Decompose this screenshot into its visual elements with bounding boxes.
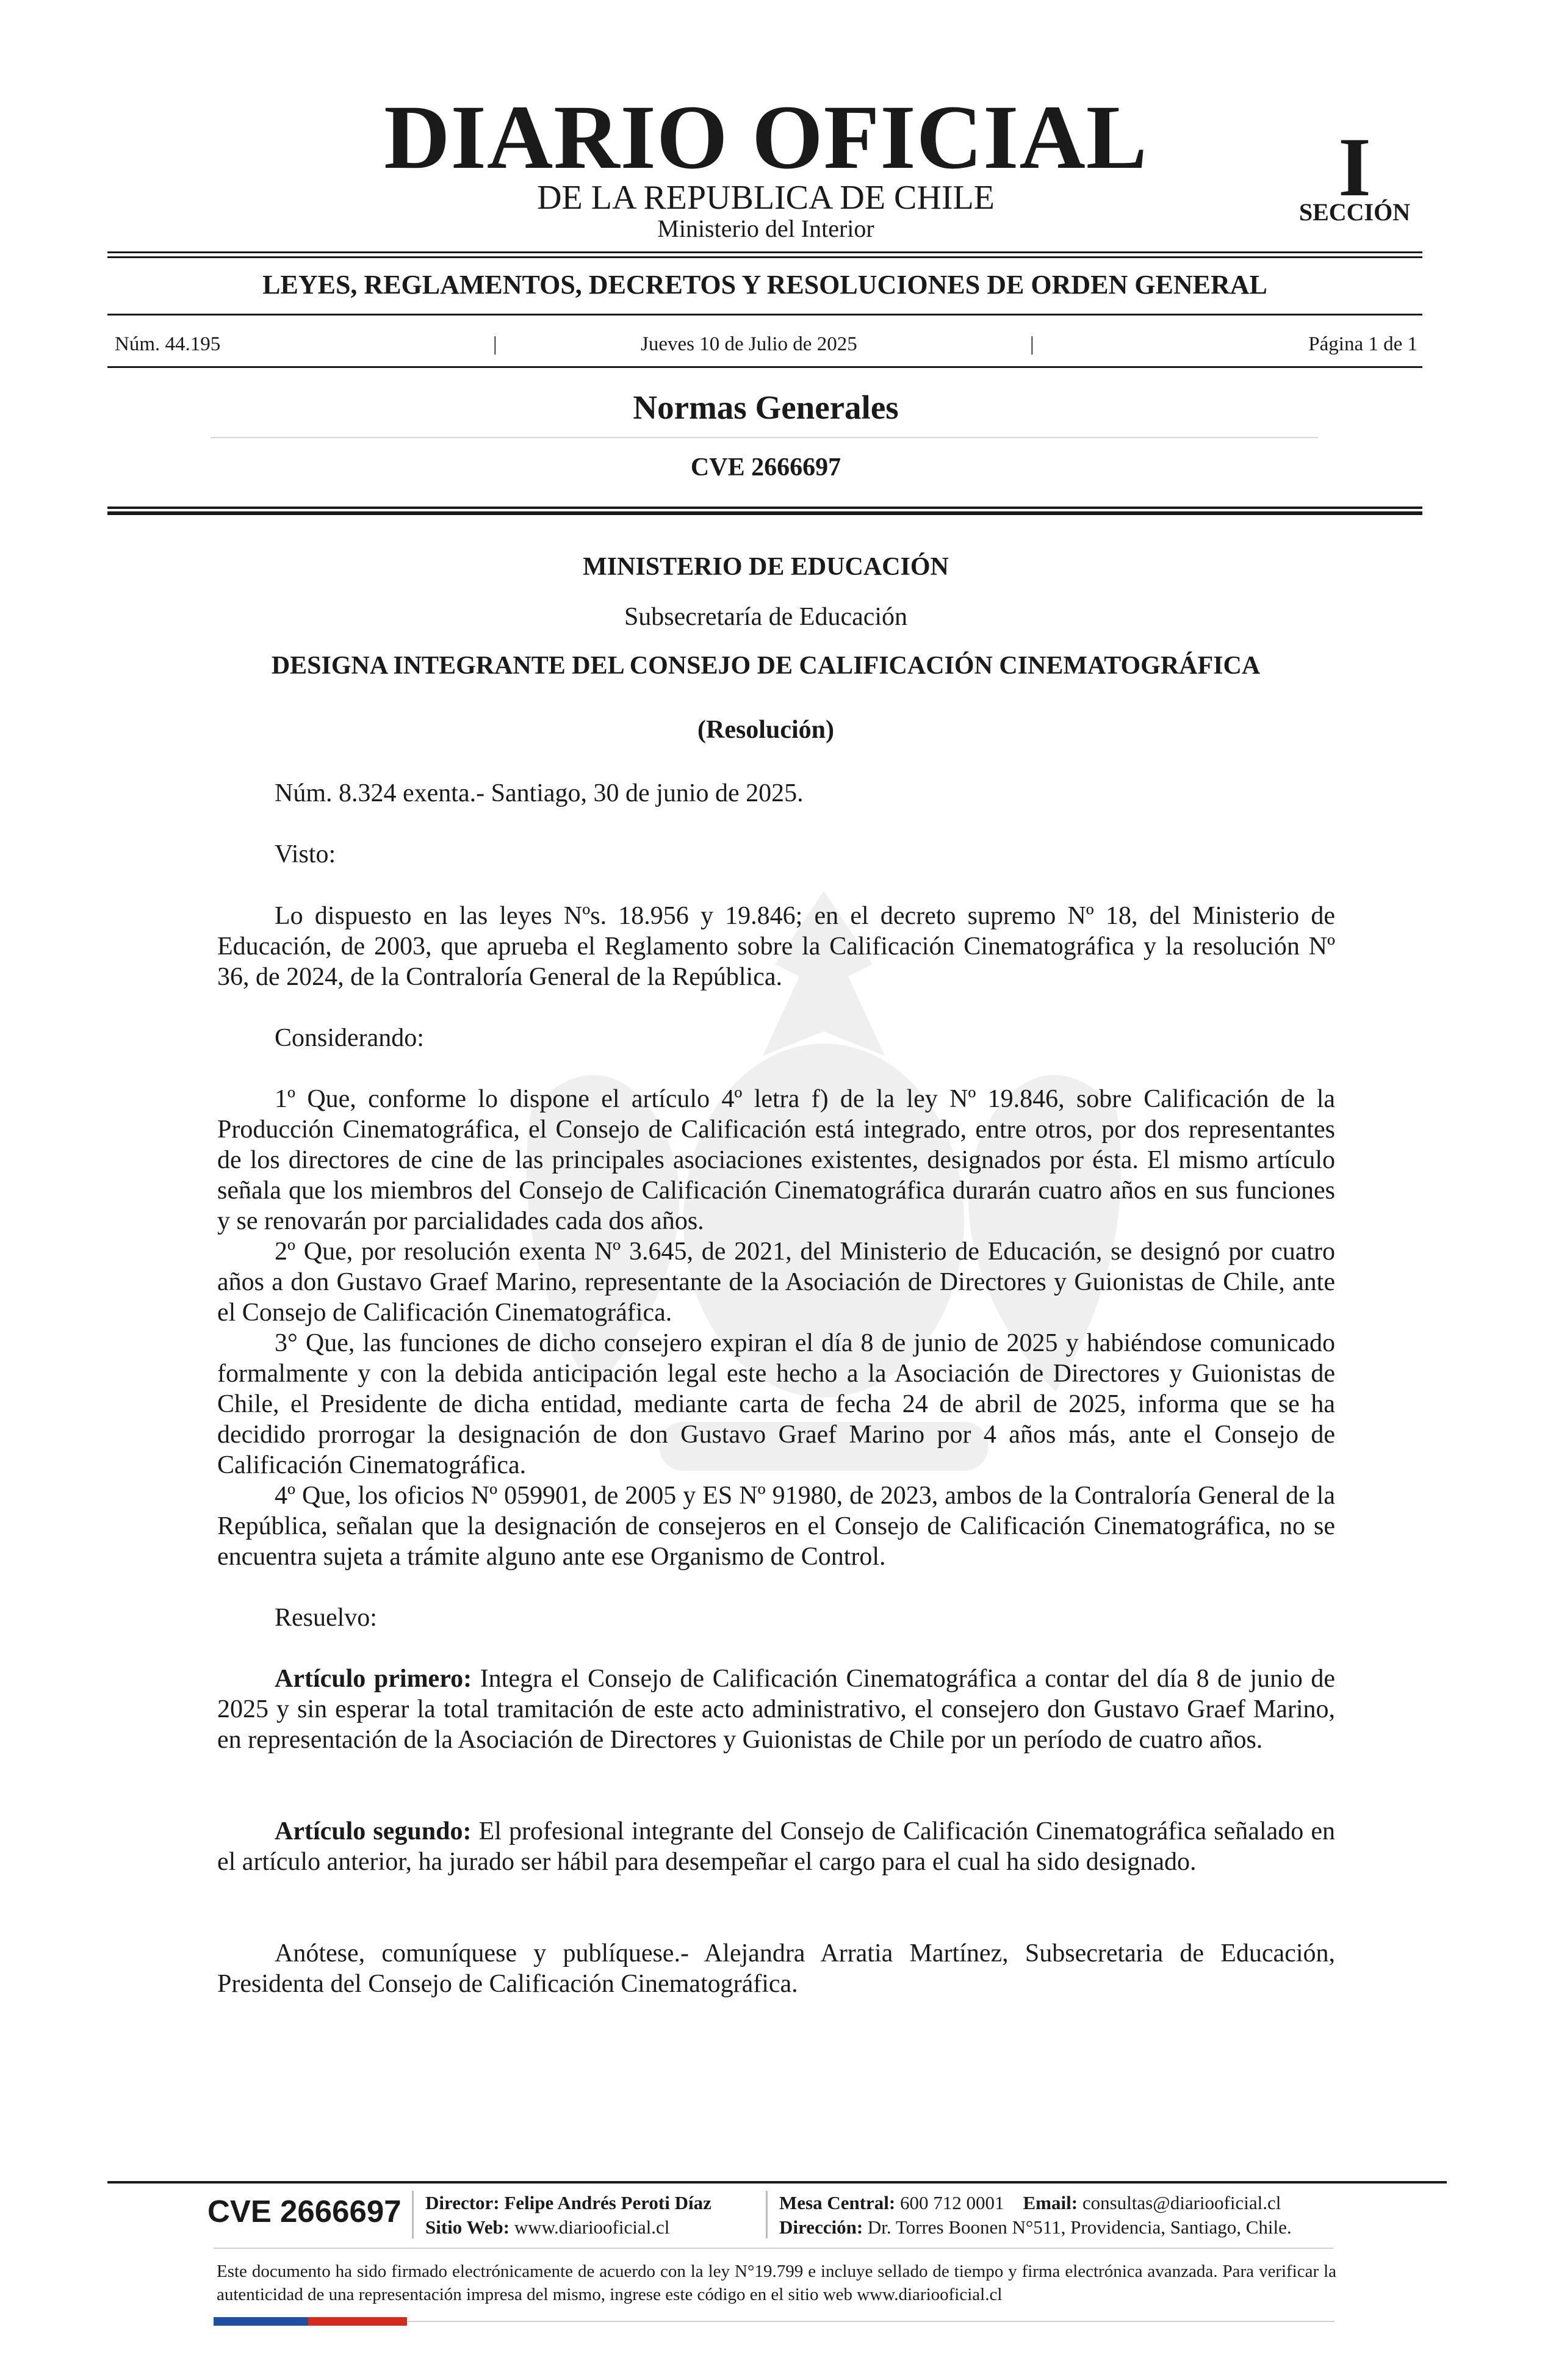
footer-thin-rule <box>214 2248 1333 2249</box>
document-heading: DESIGNA INTEGRANTE DEL CONSEJO DE CALIFICACIÓN CINEMATOGRÁFICA <box>271 652 1261 680</box>
section-title-rule <box>211 437 1318 438</box>
article-2-label: Artículo segundo: <box>275 1817 472 1845</box>
considerando-1: 1º Que, conforme lo dispone el artículo 4º letra f) de la ley Nº 19.846, sobre Calificación de la Producción Cinematográfica, el Consejo de Calificación está integrado, entre otros, por dos representantes de los directores de cine de las principales asociaciones existentes, designados por ésta. El mismo artículo señala que los miembros del Consejo de Calificación Cinematográfica durarán cuatro años en sus funciones y se renovarán por parcialidades cada dos años. <box>217 1085 1335 1235</box>
website-label: Sitio Web: <box>425 2216 510 2238</box>
article-2 <box>217 1816 1335 1877</box>
masthead-rule-top <box>107 251 1422 253</box>
flag-stripe-red <box>308 2317 407 2326</box>
masthead-title: DIARIO OFICIAL <box>384 87 1148 188</box>
banner-rule <box>107 314 1422 316</box>
meta-rule <box>107 366 1422 368</box>
email-label: Email: <box>1023 2192 1078 2213</box>
director-label: Director: <box>425 2192 500 2213</box>
visto-label: Visto: <box>275 840 336 868</box>
issue-date: Jueves 10 de Julio de 2025 <box>641 333 857 355</box>
closing-paragraph: Anótese, comuníquese y publíquese.- Alejandra Arratia Martínez, Subsecretaria de Educación, Presidenta del Consejo de Calificación Cinematográfica. <box>217 1939 1335 1998</box>
meta-separator: | <box>493 333 497 355</box>
director-name: Felipe Andrés Peroti Díaz <box>504 2192 711 2213</box>
resolution-number: Núm. 8.324 exenta.- Santiago, 30 de junio de 2025. <box>275 779 804 807</box>
considerando-3: 3° Que, las funciones de dicho consejero expiran el día 8 de junio de 2025 y habiéndose comunicado formalmente y con la debida anticipación legal este hecho a la Asociación de Directores y Guionistas de Chile, el Presidente de dicha entidad, mediante carta de fecha 24 de abril de 2025, informa que se ha decidido prorrogar la designación de don Gustavo Graef Marino por 4 años más, ante el Consejo de Calificación Cinematográfica. <box>217 1329 1335 1479</box>
phone-label: Mesa Central: <box>779 2192 896 2213</box>
page-count: Página 1 de 1 <box>1308 333 1417 355</box>
footer-director-block <box>425 2191 711 2240</box>
header-rule-bottom <box>107 507 1422 509</box>
article-1-label: Artículo primero: <box>275 1665 472 1693</box>
masthead-rule-top-2 <box>107 256 1422 258</box>
section-label: SECCIÓN <box>1298 198 1411 226</box>
address-label: Dirección: <box>779 2216 863 2238</box>
document-subsecretariat: Subsecretaría de Educación <box>624 603 908 631</box>
footer-bottom-rule <box>407 2321 1334 2322</box>
considerando-4: 4º Que, los oficios Nº 059901, de 2005 y ES Nº 91980, de 2023, ambos de la Contraloría General de la República, señalan que la designación de consejeros en el Consejo de Calificación Cinematográfica, no se encuentra sujeta a trámite alguno ante ese Organismo de Control. <box>217 1482 1335 1571</box>
meta-separator: | <box>1030 333 1034 355</box>
article-1 <box>217 1664 1335 1755</box>
article-1-text: Integra el Consejo de Calificación Cinematográfica a contar del día 8 de junio de 2025 y sin esperar la total tramitación de este acto administrativo, el consejero don Gustavo Graef Marino, en representación de la Asociación de Directores y Guionistas de Chile por un período de cuatro años. <box>217 1665 1336 1754</box>
banner-title: LEYES, REGLAMENTOS, DECRETOS Y RESOLUCIONES DE ORDEN GENERAL <box>262 270 1267 300</box>
section-number: I <box>1338 120 1371 214</box>
address-text: Dr. Torres Boonen N°511, Providencia, Santiago, Chile. <box>867 2216 1292 2238</box>
document-ministry: MINISTERIO DE EDUCACIÓN <box>583 553 949 581</box>
visto-paragraph: Lo dispuesto en las leyes Nºs. 18.956 y 19.846; en el decreto supremo Nº 18, del Ministerio de Educación, de 2003, que aprueba el Reglamento sobre la Calificación Cinematográfica y la resolución Nº 36, de 2024, de la Contraloría General de la República. <box>217 902 1335 991</box>
resuelvo-label: Resuelvo: <box>275 1604 377 1632</box>
issue-number: Núm. 44.195 <box>115 333 221 355</box>
considerando-2: 2º Que, por resolución exenta Nº 3.645, de 2021, del Ministerio de Educación, se designó por cuatro años a don Gustavo Graef Marino, representante de la Asociación de Directores y Guionistas de Chile, ante el Consejo de Calificación Cinematográfica. <box>217 1238 1335 1327</box>
footer-divider <box>412 2191 414 2238</box>
flag-stripe-blue <box>214 2317 308 2326</box>
footer-cve-code: CVE 2666697 <box>207 2194 402 2229</box>
footer-rule <box>107 2181 1447 2183</box>
footer-contact-block <box>779 2191 1292 2240</box>
phone-number: 600 712 0001 <box>900 2192 1004 2213</box>
website-link[interactable]: www.diariooficial.cl <box>514 2216 670 2238</box>
masthead-subtitle: DE LA REPUBLICA DE CHILE <box>537 179 995 217</box>
document-type: (Resolución) <box>697 716 834 744</box>
considerando-label: Considerando: <box>275 1024 424 1052</box>
footer-divider <box>766 2191 768 2238</box>
section-title: Normas Generales <box>633 389 899 426</box>
masthead-ministry: Ministerio del Interior <box>657 215 874 242</box>
article-2-text: El profesional integrante del Consejo de Calificación Cinematográfica señalado en el artículo anterior, ha jurado ser hábil para desempeñar el cargo para el cual ha sido designado. <box>217 1817 1335 1876</box>
header-rule-bottom-2 <box>107 511 1422 515</box>
email-link[interactable]: consultas@diariooficial.cl <box>1082 2192 1281 2213</box>
footer-signature-note: Este documento ha sido firmado electrónicamente de acuerdo con la ley N°19.799 e incluye sellado de tiempo y firma electrónica avanzada. Para verificar la autenticidad de una representación impresa del mismo, ingrese este código en el sitio web www.diariooficial.cl <box>217 2262 1336 2304</box>
cve-code: CVE 2666697 <box>690 453 841 481</box>
